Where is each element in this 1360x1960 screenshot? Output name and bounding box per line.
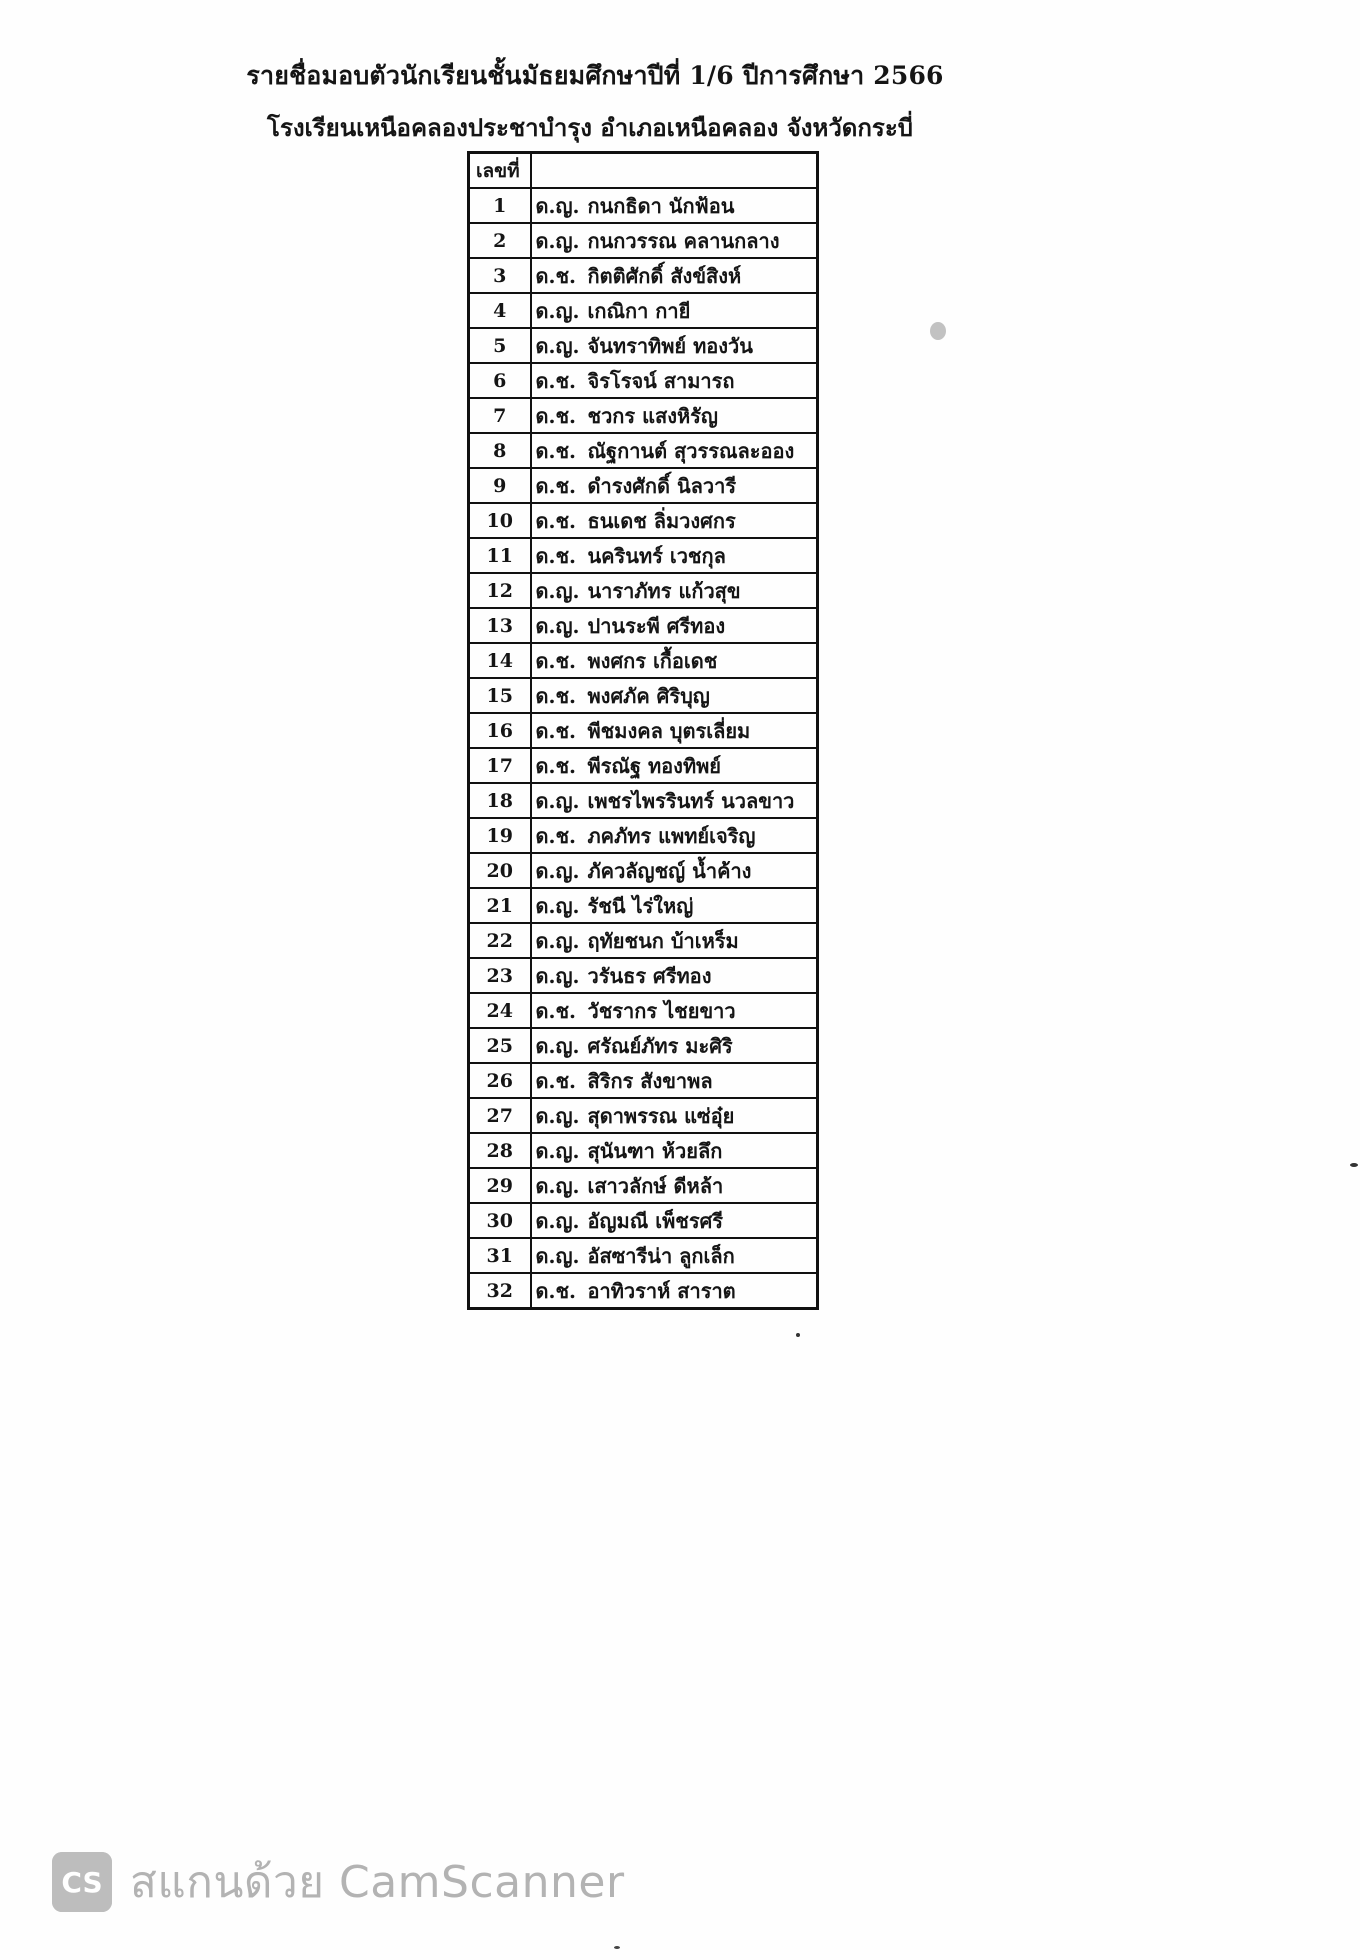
student-name-cell — [531, 1098, 818, 1133]
name-prefix: ด.ช. — [535, 543, 576, 568]
student-name: ดำรงศักดิ์ นิลวารี — [587, 473, 737, 498]
student-name-cell — [531, 363, 818, 398]
student-name: รัชนี ไร่ใหญ่ — [587, 893, 694, 918]
student-name: พีรณัฐ ทองทิพย์ — [587, 753, 722, 778]
table-row — [469, 1098, 818, 1133]
row-number: 4 — [469, 293, 531, 328]
table-row — [469, 783, 818, 818]
student-name: ณัฐกานต์ สุวรรณละออง — [587, 438, 795, 463]
header-name — [531, 153, 818, 189]
student-name-cell — [531, 993, 818, 1028]
document-subtitle: โรงเรียนเหนือคลองประชาบำรุง อำเภอเหนือคลอง จังหวัดกระบี่ — [267, 113, 913, 142]
row-number: 5 — [469, 328, 531, 363]
camscanner-logo-text: CS — [61, 1866, 103, 1899]
name-prefix: ด.ญ. — [535, 788, 580, 813]
row-number: 8 — [469, 433, 531, 468]
name-prefix: ด.ช. — [535, 648, 576, 673]
table-row — [469, 923, 818, 958]
name-prefix: ด.ญ. — [535, 228, 580, 253]
student-name-cell — [531, 958, 818, 993]
name-prefix: ด.ญ. — [535, 1243, 580, 1268]
name-prefix: ด.ญ. — [535, 613, 580, 638]
student-name: อัญมณี เพ็ชรศรี — [587, 1208, 724, 1233]
student-name-cell — [531, 888, 818, 923]
student-name-cell — [531, 223, 818, 258]
student-name-cell — [531, 468, 818, 503]
row-number: 30 — [469, 1203, 531, 1238]
row-number: 20 — [469, 853, 531, 888]
row-number: 18 — [469, 783, 531, 818]
table-row — [469, 538, 818, 573]
row-number: 6 — [469, 363, 531, 398]
student-name: จิรโรจน์ สามารถ — [587, 368, 735, 393]
name-prefix: ด.ช. — [535, 718, 576, 743]
table-row — [469, 1238, 818, 1273]
name-prefix: ด.ญ. — [535, 1103, 580, 1128]
student-name-cell — [531, 783, 818, 818]
row-number: 27 — [469, 1098, 531, 1133]
student-name: วัชรากร ไชยขาว — [587, 998, 736, 1023]
student-name: ภคภัทร แพทย์เจริญ — [587, 823, 756, 848]
table-row — [469, 993, 818, 1028]
scan-speck — [1350, 1163, 1358, 1167]
table-row — [469, 1063, 818, 1098]
student-name: เกณิกา กายี — [587, 298, 691, 323]
name-prefix: ด.ญ. — [535, 333, 580, 358]
table-row — [469, 748, 818, 783]
name-prefix: ด.ญ. — [535, 928, 580, 953]
row-number: 24 — [469, 993, 531, 1028]
student-name: เสาวลักษ์ ดีหล้า — [587, 1173, 724, 1198]
student-name: นาราภัทร แก้วสุข — [587, 578, 741, 603]
row-number: 21 — [469, 888, 531, 923]
row-number: 10 — [469, 503, 531, 538]
table-row — [469, 573, 818, 608]
name-prefix: ด.ญ. — [535, 1208, 580, 1233]
row-number: 11 — [469, 538, 531, 573]
student-name-cell — [531, 1063, 818, 1098]
student-name: กนกวรรณ คลานกลาง — [587, 228, 780, 253]
name-prefix: ด.ญ. — [535, 1138, 580, 1163]
table-row — [469, 468, 818, 503]
table-row — [469, 1028, 818, 1063]
row-number: 15 — [469, 678, 531, 713]
name-prefix: ด.ช. — [535, 438, 576, 463]
name-prefix: ด.ช. — [535, 403, 576, 428]
student-name-cell — [531, 1028, 818, 1063]
student-name-cell — [531, 748, 818, 783]
scan-speck — [930, 322, 946, 340]
student-name-cell — [531, 293, 818, 328]
camscanner-logo-icon — [52, 1852, 112, 1912]
student-name: เพชรไพรรินทร์ นวลขาว — [587, 788, 795, 813]
name-prefix: ด.ช. — [535, 753, 576, 778]
table-header-row — [469, 153, 818, 189]
table-row — [469, 608, 818, 643]
name-prefix: ด.ช. — [535, 368, 576, 393]
table-row — [469, 678, 818, 713]
table-row — [469, 433, 818, 468]
name-prefix: ด.ช. — [535, 263, 576, 288]
table-row — [469, 643, 818, 678]
row-number: 9 — [469, 468, 531, 503]
table-row — [469, 1273, 818, 1309]
student-name-cell — [531, 643, 818, 678]
scan-speck — [614, 1946, 620, 1949]
student-roster-table — [467, 151, 819, 1310]
student-name-cell — [531, 503, 818, 538]
student-name: สิริกร สังขาพล — [587, 1068, 713, 1093]
student-name-cell — [531, 608, 818, 643]
student-name: พงศภัค ศิริบุญ — [587, 683, 710, 708]
table-row — [469, 503, 818, 538]
row-number: 31 — [469, 1238, 531, 1273]
name-prefix: ด.ช. — [535, 1068, 576, 1093]
student-name-cell — [531, 923, 818, 958]
student-name-cell — [531, 1133, 818, 1168]
student-name-cell — [531, 1238, 818, 1273]
watermark-text: สแกนด้วย CamScanner — [130, 1857, 625, 1908]
student-name-cell — [531, 818, 818, 853]
name-prefix: ด.ญ. — [535, 298, 580, 323]
name-prefix: ด.ช. — [535, 473, 576, 498]
student-name: ชวกร แสงหิรัญ — [587, 403, 718, 428]
document-title: รายชื่อมอบตัวนักเรียนชั้นมัธยมศึกษาปีที่ 1/6 ปีการศึกษา 2566 — [246, 61, 944, 90]
header-number: เลขที่ — [469, 153, 531, 189]
row-number: 3 — [469, 258, 531, 293]
table-row — [469, 888, 818, 923]
name-prefix: ด.ช. — [535, 823, 576, 848]
student-name-cell — [531, 573, 818, 608]
table-row — [469, 958, 818, 993]
table-body — [469, 188, 818, 1309]
row-number: 16 — [469, 713, 531, 748]
row-number: 32 — [469, 1273, 531, 1309]
row-number: 28 — [469, 1133, 531, 1168]
table-row — [469, 1133, 818, 1168]
row-number: 25 — [469, 1028, 531, 1063]
student-name-cell — [531, 258, 818, 293]
name-prefix: ด.ช. — [535, 683, 576, 708]
student-name-cell — [531, 853, 818, 888]
table-row — [469, 713, 818, 748]
student-name-cell — [531, 433, 818, 468]
name-prefix: ด.ญ. — [535, 193, 580, 218]
table-row — [469, 258, 818, 293]
student-name: ศรัณย์ภัทร มะศิริ — [587, 1033, 733, 1058]
student-name: พีชมงคล บุตรเลี่ยม — [587, 718, 751, 743]
table-row — [469, 1203, 818, 1238]
student-name: สุดาพรรณ แซ่อุ๋ย — [587, 1103, 735, 1128]
student-name: ภัควลัญชญ์ น้ำค้าง — [587, 858, 752, 883]
student-name: ฤทัยชนก บ้าเหร็ม — [587, 928, 739, 953]
row-number: 19 — [469, 818, 531, 853]
student-name-cell — [531, 1168, 818, 1203]
student-name: วรันธร ศรีทอง — [587, 963, 712, 988]
student-name: นครินทร์ เวชกุล — [587, 543, 726, 568]
student-name: จันทราทิพย์ ทองวัน — [587, 333, 753, 358]
table-row — [469, 1168, 818, 1203]
row-number: 12 — [469, 573, 531, 608]
student-name-cell — [531, 1203, 818, 1238]
table-row — [469, 328, 818, 363]
name-prefix: ด.ญ. — [535, 1173, 580, 1198]
name-prefix: ด.ญ. — [535, 578, 580, 603]
table-row — [469, 223, 818, 258]
row-number: 29 — [469, 1168, 531, 1203]
student-name-cell — [531, 713, 818, 748]
table-row — [469, 398, 818, 433]
name-prefix: ด.ญ. — [535, 1033, 580, 1058]
student-name: สุนันฑา ห้วยลึก — [587, 1138, 723, 1163]
table-row — [469, 818, 818, 853]
student-name: อาทิวราห์ สาราต — [587, 1278, 736, 1303]
student-name-cell — [531, 538, 818, 573]
row-number: 22 — [469, 923, 531, 958]
table-row — [469, 853, 818, 888]
student-name-cell — [531, 1273, 818, 1309]
name-prefix: ด.ช. — [535, 508, 576, 533]
student-name: ปานระพี ศรีทอง — [587, 613, 726, 638]
student-name-cell — [531, 188, 818, 223]
scan-speck — [796, 1333, 800, 1337]
name-prefix: ด.ช. — [535, 1278, 576, 1303]
name-prefix: ด.ช. — [535, 998, 576, 1023]
table-row — [469, 363, 818, 398]
name-prefix: ด.ญ. — [535, 858, 580, 883]
table-row — [469, 293, 818, 328]
row-number: 14 — [469, 643, 531, 678]
name-prefix: ด.ญ. — [535, 963, 580, 988]
row-number: 13 — [469, 608, 531, 643]
row-number: 17 — [469, 748, 531, 783]
student-name-cell — [531, 398, 818, 433]
student-name-cell — [531, 328, 818, 363]
row-number: 26 — [469, 1063, 531, 1098]
row-number: 23 — [469, 958, 531, 993]
row-number: 1 — [469, 188, 531, 223]
row-number: 2 — [469, 223, 531, 258]
student-name: กิตติศักดิ์ สังข์สิงห์ — [587, 263, 742, 288]
table-row — [469, 188, 818, 223]
student-name: กนกธิดา นักฟ้อน — [587, 193, 735, 218]
student-name: พงศกร เกื้อเดช — [587, 648, 718, 673]
row-number: 7 — [469, 398, 531, 433]
student-name: อัสซารีน่า ลูกเล็ก — [587, 1243, 735, 1268]
camscanner-watermark — [52, 1850, 625, 1914]
student-name-cell — [531, 678, 818, 713]
name-prefix: ด.ญ. — [535, 893, 580, 918]
student-name: ธนเดช ลิ่มวงศกร — [587, 508, 736, 533]
